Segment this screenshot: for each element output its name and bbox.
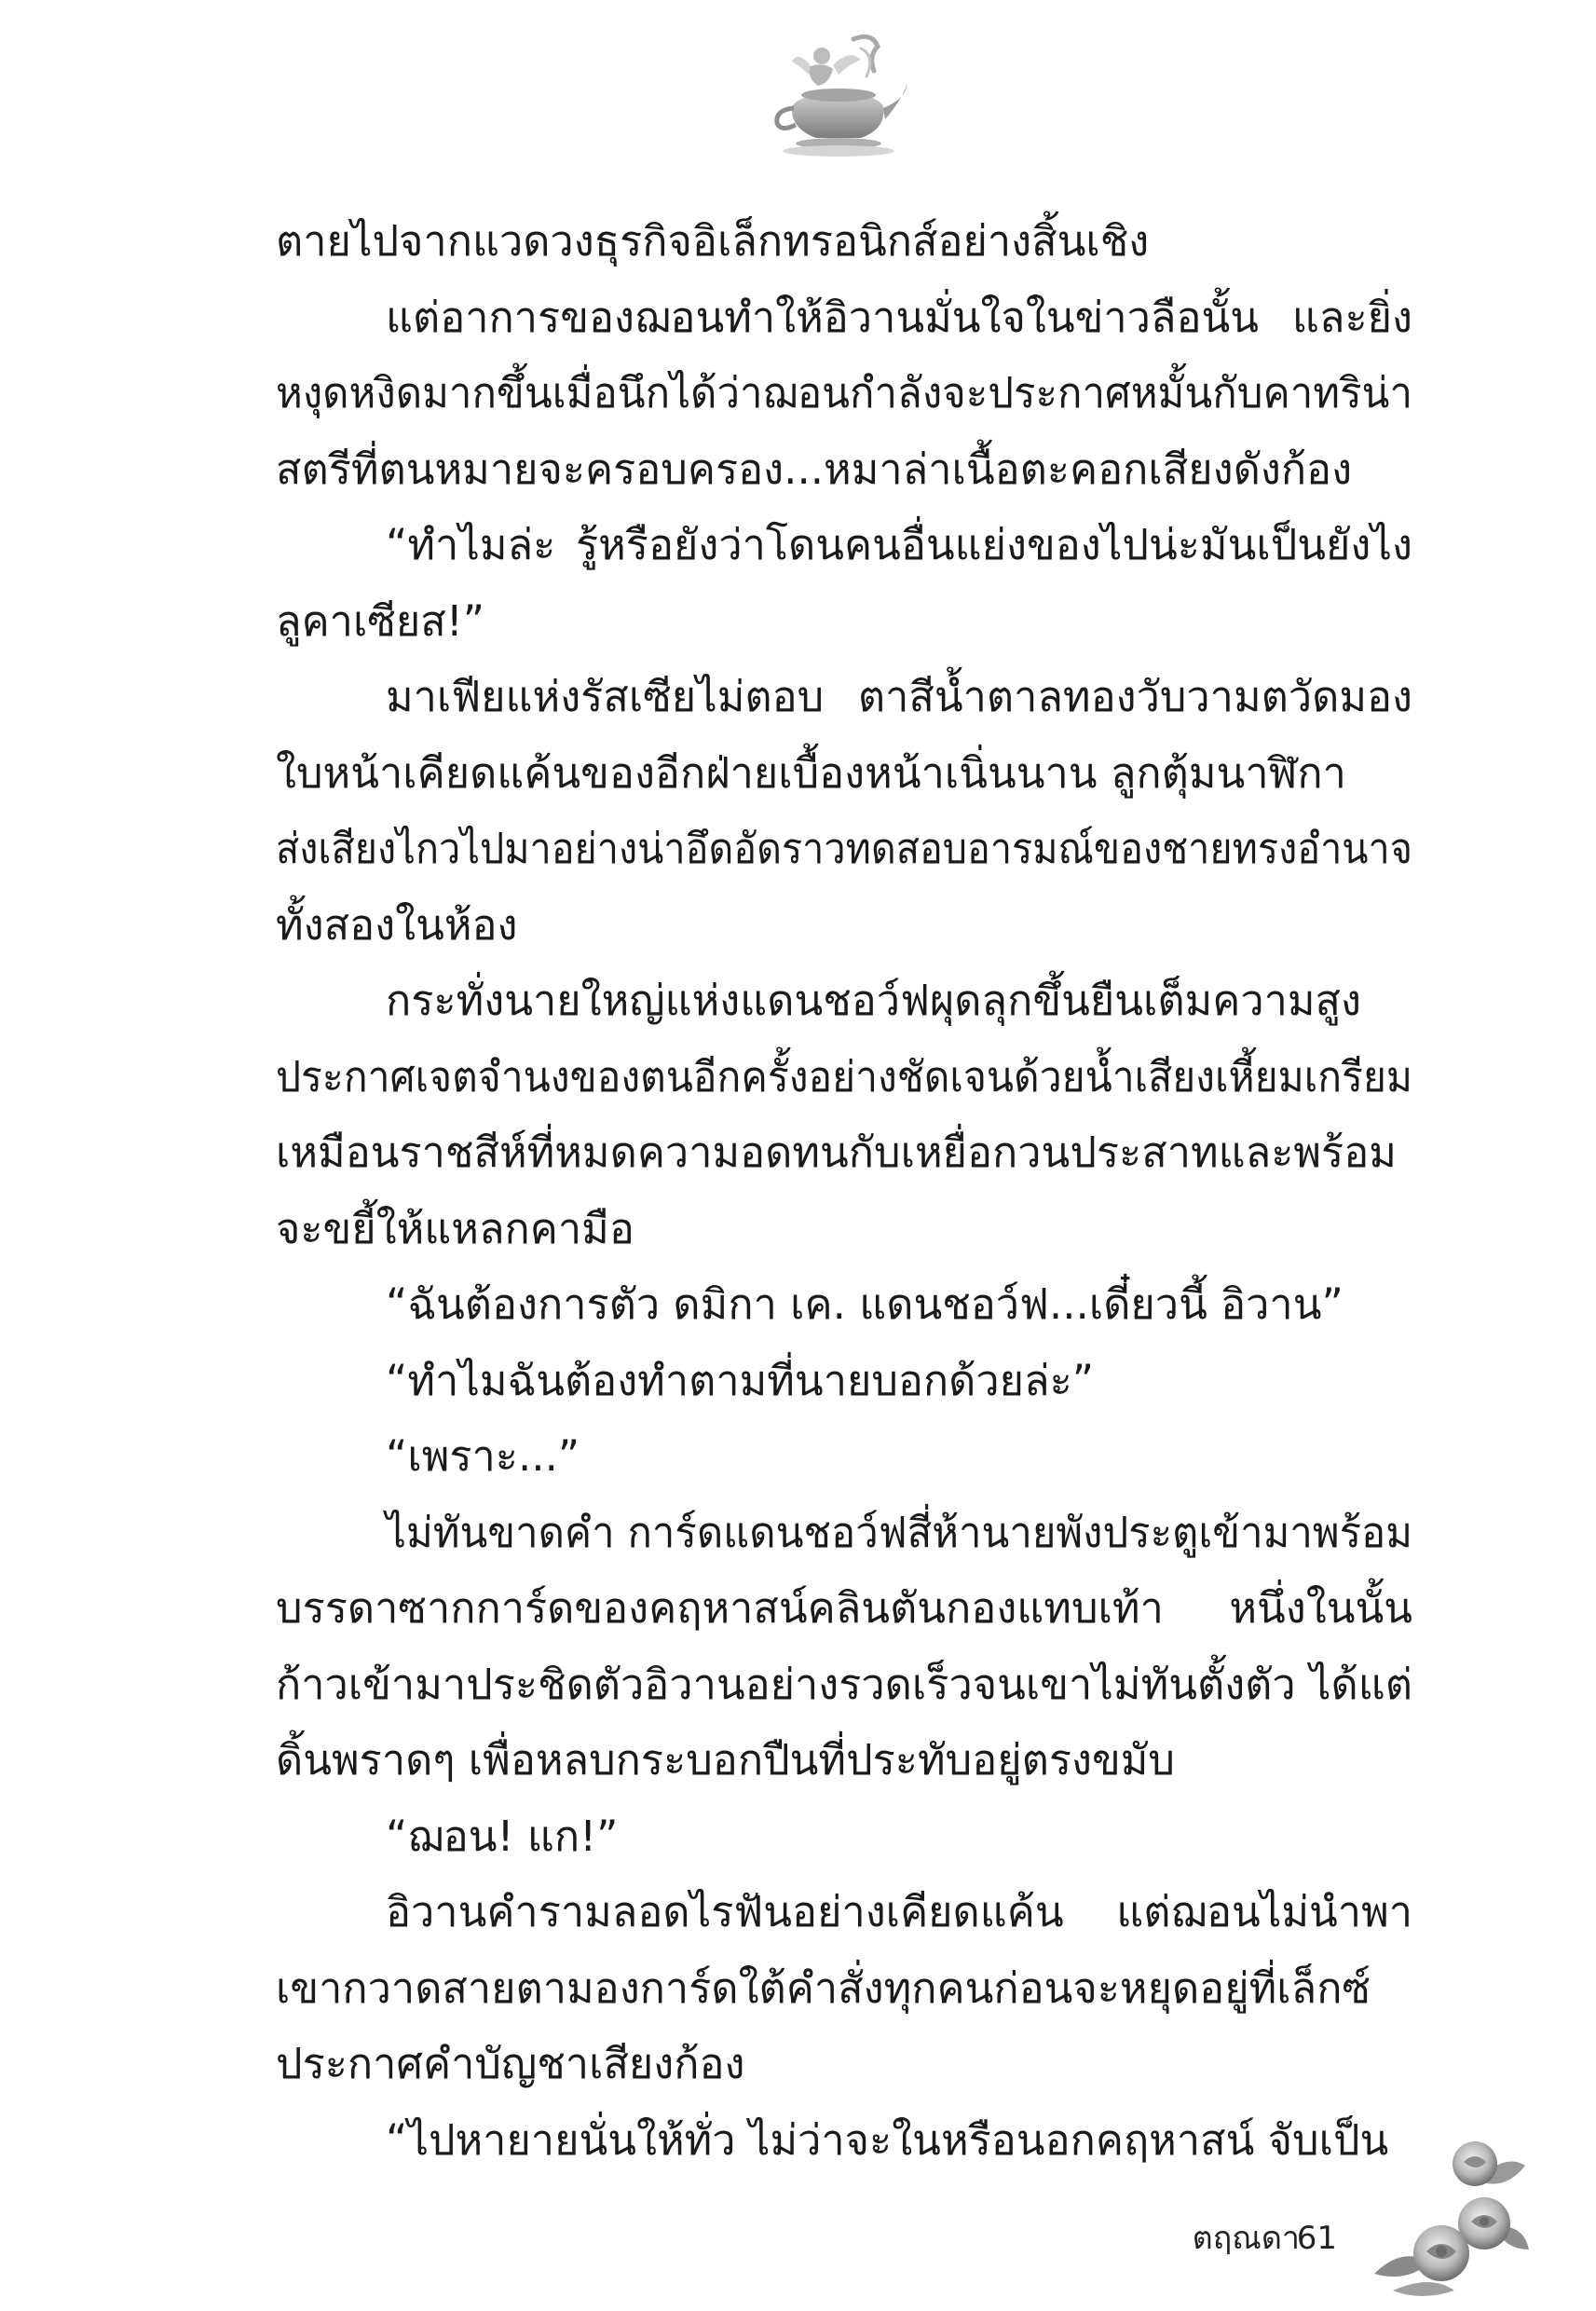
text-line: “ทำไมฉันต้องทำตามที่นายบอกด้วยล่ะ” bbox=[386, 1355, 1095, 1405]
text-line: ก้าวเข้ามาประชิดตัวอิวานอย่างรวดเร็วจนเขาไม่ทันตั้งตัว ได้แต่ bbox=[276, 1659, 1412, 1709]
text-line: ประกาศคำบัญชาเสียงก้อง bbox=[276, 2039, 745, 2088]
text-line: ดิ้นพราดๆ เพื่อหลบกระบอกปืนที่ประทับอยู่ตรงขมับ bbox=[276, 1735, 1175, 1785]
text-line: ทั้งสองในห้อง bbox=[276, 899, 518, 950]
text-line: เขากวาดสายตามองการ์ดใต้คำสั่งทุกคนก่อนจะหยุดอยู่ที่เล็กซ์ bbox=[276, 1962, 1371, 2013]
text-line: ประกาศเจตจำนงของตนอีกครั้งอย่างชัดเจนด้วยน้ำเสียงเหี้ยมเกรียม bbox=[276, 1051, 1412, 1101]
page-number: 61 bbox=[1296, 2220, 1337, 2257]
text-line: อิวานคำรามลอดไรฟันอย่างเคียดแค้น แต่ฌอนไม่นำพา bbox=[386, 1887, 1412, 1936]
text-line: ใบหน้าเคียดแค้นของอีกฝ่ายเบื้องหน้าเนิ่นนาน ลูกตุ้มนาฬิกา bbox=[276, 747, 1346, 798]
text-line: ตายไปจากแวดวงธุรกิจอิเล็กทรอนิกส์อย่างสิ้นเชิง bbox=[276, 216, 1150, 266]
text-line: “ฉันต้องการตัว ดมิกา เค. แดนชอว์ฟ...เดี๋ยวนี้ อิวาน” bbox=[386, 1279, 1344, 1329]
text-line: บรรดาซากการ์ดของคฤหาสน์คลินตันกองแทบเท้า หนึ่งในนั้น bbox=[276, 1583, 1412, 1633]
body-text bbox=[276, 203, 1412, 2178]
text-line: ลูคาเซียส!” bbox=[276, 595, 485, 646]
text-line: กระทั่งนายใหญ่แห่งแดนชอว์ฟผุดลุกขึ้นยืนเต็มความสูง bbox=[386, 976, 1361, 1025]
text-line: ส่งเสียงไกวไปมาอย่างน่าอึดอัดราวทดสอบอารมณ์ของชายทรงอำนาจ bbox=[276, 824, 1412, 873]
text-line: “ไปหายายนั่นให้ทั่ว ไม่ว่าจะในหรือนอกคฤหาสน์ จับเป็น bbox=[386, 2114, 1389, 2165]
running-title: ตฤณดา bbox=[1192, 2220, 1300, 2257]
text-line: หงุดหงิดมากขึ้นเมื่อนึกได้ว่าฌอนกำลังจะประกาศหมั้นกับคาทริน่า bbox=[276, 368, 1412, 417]
text-line: เหมือนราชสีห์ที่หมดความอดทนกับเหยื่อกวนประสาทและพร้อม bbox=[276, 1128, 1397, 1177]
page-footer bbox=[0, 2199, 1596, 2311]
text-line: สตรีที่ตนหมายจะครอบครอง...หมาล่าเนื้อตะคอกเสียงดังก้อง bbox=[276, 444, 1353, 494]
text-line: “เพราะ...” bbox=[386, 1431, 580, 1481]
text-line: ไม่ทันขาดคำ การ์ดแดนชอว์ฟสี่ห้านายพังประตูเข้ามาพร้อม bbox=[386, 1507, 1412, 1557]
text-line: มาเฟียแห่งรัสเซียไม่ตอบ ตาสีน้ำตาลทองวับวามตวัดมอง bbox=[386, 672, 1412, 721]
text-line: แต่อาการของฌอนทำให้อิวานมั่นใจในข่าวลือนั้น และยิ่ง bbox=[386, 292, 1412, 342]
text-line: “ฌอน! แก!” bbox=[386, 1811, 619, 1861]
teapot-cupid-ornament-icon bbox=[764, 28, 913, 168]
roses-ornament-icon bbox=[1365, 2134, 1533, 2302]
text-line: จะขยี้ให้แหลกคามือ bbox=[276, 1203, 634, 1253]
text-line: “ทำไมล่ะ รู้หรือยังว่าโดนคนอื่นแย่งของไปน่ะมันเป็นยังไง bbox=[386, 520, 1412, 569]
